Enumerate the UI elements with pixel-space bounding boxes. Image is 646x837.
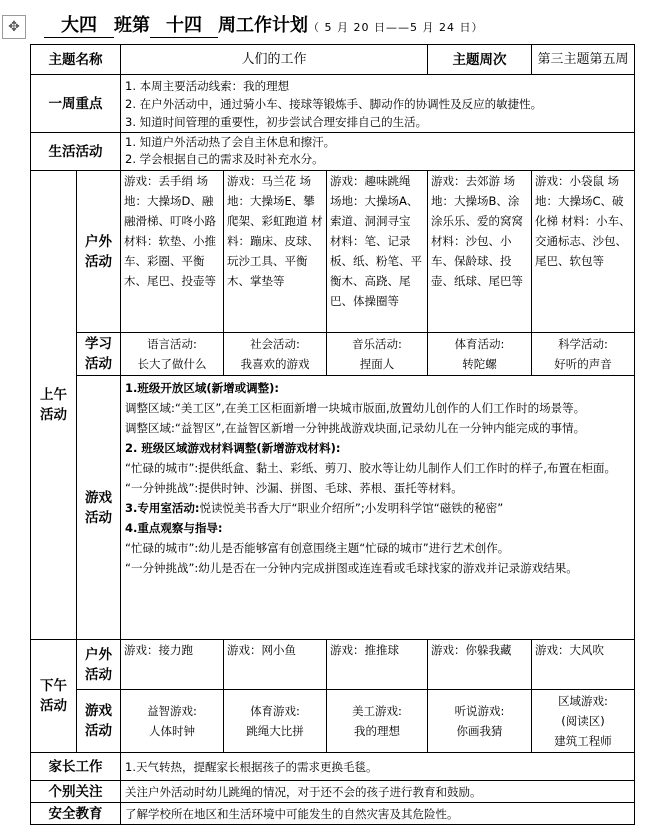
afternoon-game-type: 美工游戏: [352, 704, 402, 718]
afternoon-game-cell[interactable] [327, 690, 428, 753]
focus-label: 一周重点 [31, 75, 121, 133]
life-item: 2. 学会根据自己的需求及时补充水分。 [125, 152, 324, 166]
parents-label: 家长工作 [31, 753, 121, 781]
week-field: 十四 [150, 15, 218, 38]
morning-study-row [31, 333, 635, 376]
afternoon-game-area: (阅读区) [561, 714, 605, 728]
theme-name-value[interactable]: 人们的工作 [121, 45, 428, 75]
game-paragraph: 调整区域:“美工区”,在美工区柜面新增一块城市版面,放置幼儿创作的人们工作时的场景等。 [125, 401, 586, 415]
study-type: 社会活动: [250, 337, 300, 351]
afternoon-game-name: 建筑工程师 [554, 734, 612, 748]
individual-label: 个别关注 [31, 781, 121, 803]
morning-outdoor-cell[interactable]: 游戏：去郊游 场地：大操场B、涂涂乐乐、爱的窝窝 材料：沙包、小车、保龄球、投壶、纸球、尾巴等 [428, 171, 532, 333]
study-name: 捏面人 [359, 357, 395, 371]
morning-game-label: 游戏活动 [77, 376, 121, 640]
game-heading-3: 3.专用室活动: [125, 501, 200, 515]
page-title [44, 12, 634, 40]
life-content[interactable] [121, 133, 635, 171]
afternoon-game-type: 益智游戏: [147, 704, 197, 718]
afternoon-game-cell[interactable] [224, 690, 327, 753]
study-name: 长大了做什么 [137, 357, 207, 371]
study-name: 转陀螺 [462, 357, 497, 371]
afternoon-game-row [31, 690, 635, 753]
morning-outdoor-cell[interactable]: 游戏：马兰花 场地：大操场E、攀爬架、彩虹跑道 材料：蹦床、皮球、玩沙工具、平衡木、掌垫等 [224, 171, 327, 333]
study-cell[interactable] [224, 333, 327, 376]
afternoon-game-name: 人体时钟 [149, 724, 195, 738]
morning-game-row [31, 376, 635, 640]
life-item: 1. 知道户外活动热了会自主休息和擦汗。 [125, 135, 336, 149]
game-special-room [125, 498, 630, 518]
afternoon-outdoor-cell[interactable]: 游戏：你躲我藏 [428, 640, 532, 690]
theme-cycle-label: 主题周次 [428, 45, 532, 75]
theme-cycle-value[interactable]: 第三主题第五周 [532, 45, 635, 75]
study-name: 好听的声音 [554, 357, 612, 371]
afternoon-outdoor-row [31, 640, 635, 690]
grade-field: 大四 [44, 15, 114, 38]
game-special-room-text: 悦读悦美书香大厅“职业介绍所”;小发明科学馆“磁铁的秘密” [199, 501, 504, 515]
afternoon-game-cell[interactable] [428, 690, 532, 753]
afternoon-outdoor-cell[interactable]: 游戏：网小鱼 [224, 640, 327, 690]
game-paragraph: 调整区域:“益智区”,在益智区新增一分钟挑战游戏块面,记录幼儿在一分钟内能完成的事情。 [125, 421, 586, 435]
game-heading-4: 4.重点观察与指导: [125, 521, 223, 535]
parents-content[interactable]: 1.天气转热，提醒家长根据孩子的需求更换毛毯。 [121, 753, 635, 781]
life-label: 生活活动 [31, 133, 121, 171]
game-paragraph: “忙碌的城市”:提供纸盒、黏土、彩纸、剪刀、胶水等让幼儿制作人们工作时的样子,布置在柜面。 [125, 461, 616, 475]
individual-row [31, 781, 635, 803]
title-suffix: 周工作计划 [218, 15, 308, 36]
afternoon-outdoor-label: 户外活动 [77, 640, 121, 690]
afternoon-outdoor-cell[interactable]: 游戏：推推球 [327, 640, 428, 690]
afternoon-game-name: 跳绳大比拼 [246, 724, 304, 738]
weekly-plan-table [30, 44, 635, 825]
afternoon-label: 下午活动 [31, 640, 77, 753]
study-cell[interactable] [327, 333, 428, 376]
study-type: 语言活动: [147, 337, 197, 351]
afternoon-game-cell[interactable] [121, 690, 224, 753]
individual-content[interactable]: 关注户外活动时幼儿跳绳的情况，对于还不会的孩子进行教育和鼓励。 [121, 781, 635, 803]
game-paragraph: “一分钟挑战”:幼儿是否在一分钟内完成拼图或连连看或毛球找家的游戏并记录游戏结果。 [125, 561, 578, 575]
parents-row [31, 753, 635, 781]
game-heading-2: 2. 班级区域游戏材料调整(新增游戏材料): [125, 441, 341, 455]
afternoon-game-name: 你画我猜 [456, 724, 503, 738]
safety-label: 安全教育 [31, 803, 121, 825]
game-heading-1: 1.班级开放区域(新增或调整): [125, 381, 279, 395]
focus-item: 1. 本周主要活动线索：我的理想 [125, 79, 290, 93]
life-row [31, 133, 635, 171]
study-cell[interactable] [532, 333, 635, 376]
study-type: 科学活动: [558, 337, 608, 351]
safety-content[interactable]: 了解学校所在地区和生活环境中可能发生的自然灾害及其危险性。 [121, 803, 635, 825]
morning-outdoor-cell[interactable]: 游戏：趣味跳绳 场地：大操场A、索道、洞洞寻宝 材料：笔、记录板、纸、粉笔、平衡木、高跷、尾巴、体操圈等 [327, 171, 428, 333]
afternoon-outdoor-cell[interactable]: 游戏：接力跑 [121, 640, 224, 690]
study-cell[interactable] [121, 333, 224, 376]
study-name: 我喜欢的游戏 [240, 357, 310, 371]
move-handle-icon[interactable]: ✥ [2, 15, 26, 39]
class-label: 班第 [114, 15, 150, 36]
study-type: 音乐活动: [352, 337, 402, 351]
afternoon-game-label: 游戏活动 [77, 690, 121, 753]
afternoon-game-type: 区域游戏: [558, 694, 608, 708]
morning-study-label: 学习活动 [77, 333, 121, 376]
morning-outdoor-cell[interactable]: 游戏：丢手绢 场地：大操场D、融融滑梯、叮咚小路 材料：软垫、小推车、彩圈、平衡木、尾巴、投壶等 [121, 171, 224, 333]
game-paragraph: “一分钟挑战”:提供时钟、沙漏、拼图、毛球、荞根、蛋托等材料。 [125, 481, 463, 495]
afternoon-outdoor-cell[interactable]: 游戏：大风吹 [532, 640, 635, 690]
afternoon-game-name: 我的理想 [354, 724, 400, 738]
date-range: （ 5 月 20 日——5 月 24 日） [308, 21, 484, 34]
theme-row [31, 45, 635, 75]
focus-row [31, 75, 635, 133]
afternoon-game-type: 听说游戏: [454, 704, 505, 718]
study-type: 体育活动: [454, 337, 505, 351]
focus-item: 2. 在户外活动中，通过骑小车、接球等锻炼手、脚动作的协调性及反应的敏捷性。 [125, 97, 543, 111]
study-cell[interactable] [428, 333, 532, 376]
game-paragraph: “忙碌的城市”:幼儿是否能够富有创意围绕主题“忙碌的城市”进行艺术创作。 [125, 541, 510, 555]
afternoon-game-type: 体育游戏: [250, 704, 300, 718]
theme-name-label: 主题名称 [31, 45, 121, 75]
morning-outdoor-cell[interactable]: 游戏：小袋鼠 场地：大操场C、破化梯 材料：小车、交通标志、沙包、尾巴、软包等 [532, 171, 635, 333]
afternoon-game-cell[interactable] [532, 690, 635, 753]
focus-item: 3. 知道时间管理的重要性，初步尝试合理安排自己的生活。 [125, 115, 428, 129]
morning-label: 上午活动 [31, 171, 77, 640]
focus-content[interactable] [121, 75, 635, 133]
morning-outdoor-row [31, 171, 635, 333]
morning-outdoor-label: 户外活动 [77, 171, 121, 333]
safety-row [31, 803, 635, 825]
game-area-content[interactable] [121, 376, 635, 640]
